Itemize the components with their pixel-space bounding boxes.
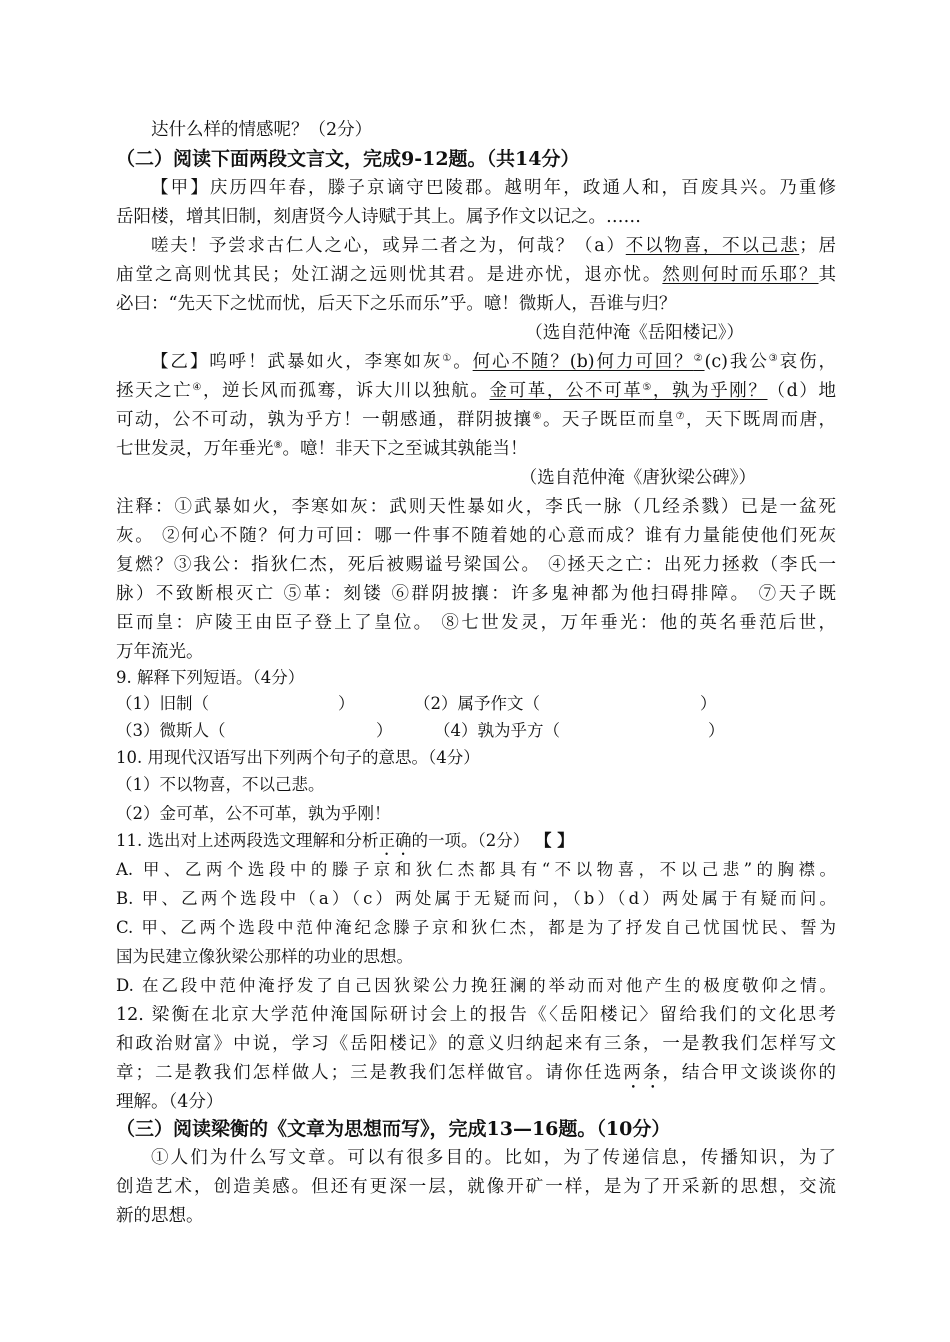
q11-stem-tail: 的一项。（2分） [411, 831, 530, 850]
underlined-gold-tail: ，孰为乎刚？ [652, 381, 768, 401]
q9-item-2-close: ） [700, 694, 717, 713]
yi-line-1-tail: 哀伤， [779, 352, 836, 372]
underlined-sentence-gold [490, 381, 768, 401]
q10-stem: 10. 用现代汉语写出下列两个句子的意思。（4分） [116, 748, 480, 767]
q11-emphasis: 正确 [378, 831, 412, 850]
yi-line-4-tail: 。噫！非天下之至诚其孰能当！ [282, 439, 528, 459]
continued-question-line: 达什么样的情感呢？（2分） [151, 120, 373, 140]
q10-sentence-1: （1）不以物喜，不以己悲。 [116, 775, 325, 794]
yi-line-3-mid: 。天子既臣而皇 [543, 410, 676, 430]
section-3-para-line-2: 创造艺术，创造美感。但还有更深一层，就像开矿一样，是为了开采新的思想，交流 [116, 1177, 836, 1197]
q11-stem-text: 11. 选出对上述两段选文理解和分析 [116, 831, 379, 850]
section-3-para-line-3: 新的思想。 [116, 1206, 204, 1226]
footnote-mark-5: ⑤ [642, 382, 653, 393]
q11-option-c-line-2: 国为民建立像狄梁公那样的功业的思想。 [116, 947, 413, 966]
underlined-gold-text: 金可革，公不可革 [489, 381, 643, 401]
jia-line-5: 必曰：“先天下之忧而忧，后天下之乐而乐”乎。噫！微斯人，吾谁与归？ [116, 294, 677, 314]
jia-line-3-text: 嗟夫！予尝求古仁人之心，或异二者之为，何哉？（a） [151, 236, 626, 256]
q11-option-a: A. 甲、乙两个选段中的滕子京和狄仁杰都具有“不以物喜，不以己悲”的胸襟。 [116, 860, 836, 879]
notes-line-4: 脉）不致断根灭亡 ⑤革：刻镂 ⑥群阴披攘：许多鬼神都为他扫碍排障。 ⑦天子既 [116, 584, 836, 604]
yi-line-1-punct: 。 [453, 352, 473, 372]
q12-line-3-tail: ，结合甲文谈谈你的 [662, 1063, 837, 1083]
q12-line-2: 和政治财富》中说，学习《岳阳楼记》的意义归纳起来有三条，一是教我们怎样写文 [116, 1034, 836, 1054]
footnote-mark-3: ③ [768, 353, 780, 364]
yi-line-2-mid: ，逆长风而孤骞，诉大川以独航。 [202, 381, 490, 401]
footnote-mark-6: ⑥ [532, 411, 543, 422]
jia-line-3 [151, 232, 836, 260]
q9-item-4: （4）孰为乎方（ [434, 721, 560, 740]
yi-line-3 [116, 406, 836, 434]
yi-line-4-text: 七世发灵，万年垂光 [116, 439, 274, 459]
yi-line-2-tail: （d）地 [767, 381, 837, 401]
yi-line-1 [151, 348, 836, 376]
notes-line-3: 复燃？③我公：指狄仁杰，死后被赐谥号梁国公。 ④拯天之亡：出死力拯救（李氏一 [116, 555, 836, 575]
q9-item-2: （2）属予作文（ [414, 694, 540, 713]
jia-line-4 [116, 261, 836, 289]
underlined-sentence-a: 不以物喜，不以己悲 [625, 236, 800, 256]
yi-line-4 [116, 435, 836, 463]
q12-line-4: 理解。（4分） [116, 1092, 224, 1112]
q9-item-1-close: ） [338, 694, 355, 713]
yi-line-3-tail: ，天下既周而唐， [685, 410, 837, 430]
notes-line-1: 注释：①武暴如火，李寒如灰：武则天性暴如火，李氏一脉（几经杀戮）已是一盆死 [116, 497, 836, 517]
section-2-heading: （二）阅读下面两段文言文，完成9-12题。（共14分） [116, 148, 580, 170]
yi-line-1-c: (c)我公 [704, 352, 769, 372]
footnote-mark-4: ④ [192, 382, 203, 393]
footnote-mark-2: ② [693, 353, 705, 364]
q11-answer-bracket: 【 】 [543, 831, 574, 850]
yi-source: （选自范仲淹《唐狄梁公碑》） [519, 468, 756, 488]
q12-line-1: 12. 梁衡在北京大学范仲淹国际研讨会上的报告《〈岳阳楼记〉留给我们的文化思考 [116, 1005, 836, 1025]
section-3-heading: （三）阅读梁衡的《文章为思想而写》，完成13—16题。（10分） [116, 1118, 671, 1140]
section-3-para-line-1: ①人们为什么写文章。可以有很多目的。比如，为了传递信息，传播知识，为了 [151, 1148, 836, 1168]
yi-line-2-text: 拯天之亡 [116, 381, 193, 401]
q10-sentence-2: （2）金可革，公不可革，孰为乎刚！ [116, 804, 391, 823]
q9-item-3: （3）微斯人（ [116, 721, 226, 740]
jia-source: （选自范仲淹《岳阳楼记》） [525, 323, 744, 343]
footnote-mark-7: ⑦ [675, 411, 686, 422]
jia-line-4-text: 庙堂之高则忧其民；处江湖之远则忧其君。是进亦忧，退亦忧。 [116, 265, 663, 285]
jia-line-4-tail: 其 [818, 265, 837, 285]
q11-stem [116, 827, 836, 859]
underlined-question [473, 352, 705, 372]
footnote-mark-1: ① [442, 353, 454, 364]
jia-line-1: 【甲】庆历四年春，滕子京谪守巴陵郡。越明年，政通人和，百废具兴。乃重修 [151, 178, 836, 198]
underlined-sentence-b: 然则何时而乐耶？ [662, 265, 819, 285]
footnote-mark-8: ⑧ [273, 440, 283, 451]
q11-option-d: D. 在乙段中范仲淹抒发了自己因狄梁公力挽狂澜的举动而对他产生的极度敬仰之情。 [116, 976, 836, 995]
jia-line-3-tail: ；居 [799, 236, 837, 256]
notes-line-2: 灰。 ②何心不随？何力可回：哪一件事不随着她的心意而成？谁有力量能使他们死灰 [116, 526, 836, 546]
yi-line-1-text: 【乙】呜呼！武暴如火，李寒如灰 [151, 352, 443, 372]
q12-emphasis: 两条 [623, 1063, 663, 1083]
underlined-question-text: 何心不随？(b)何力可回？ [472, 352, 694, 372]
q12-line-3-text: 章；二是教我们怎样做人；三是教我们怎样做官。请你任选 [116, 1063, 624, 1083]
q9-item-3-close: ） [376, 721, 393, 740]
q11-option-b: B. 甲、乙两个选段中（a）（c）两处属于无疑而问，（b）（d）两处属于有疑而问。 [116, 889, 836, 908]
q9-item-1: （1）旧制（ [116, 694, 209, 713]
jia-line-2: 岳阳楼，增其旧制，刻唐贤今人诗赋于其上。属予作文以记之。…… [116, 207, 641, 227]
q9-item-4-close: ） [708, 721, 725, 740]
q9-stem: 9. 解释下列短语。（4分） [116, 668, 305, 687]
q11-option-c-line-1: C. 甲、乙两个选段中范仲淹纪念滕子京和狄仁杰，都是为了抒发自己忧国忧民、誓为 [116, 918, 836, 937]
yi-line-3-text: 可动，公不可动，孰为乎方！一朝感通，群阴披攘 [116, 410, 533, 430]
notes-line-5: 臣而皇：庐陵王由臣子登上了皇位。 ⑧七世发灵，万年垂光：他的英名垂范后世， [116, 613, 836, 633]
notes-line-6: 万年流光。 [116, 642, 204, 662]
yi-line-2 [116, 377, 836, 405]
